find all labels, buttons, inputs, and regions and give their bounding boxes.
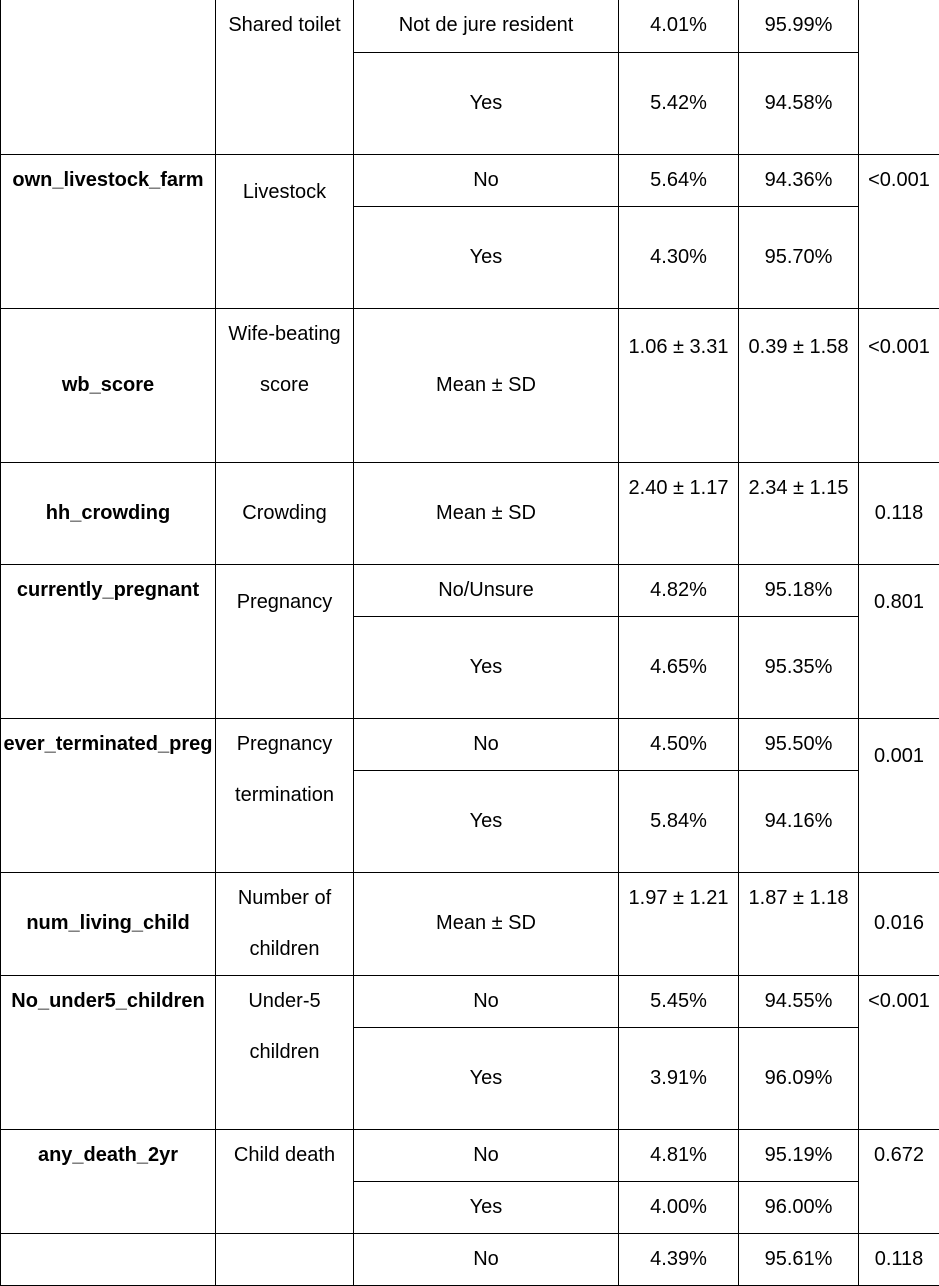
p-value-cell: 0.672	[859, 1129, 939, 1233]
p-value-cell: 0.016	[859, 872, 939, 975]
value-a-cell: 5.64%	[619, 154, 739, 206]
p-value-cell	[859, 0, 939, 154]
value-b-cell: 2.34 ± 1.15	[739, 462, 859, 564]
p-value-cell: <0.001	[859, 308, 939, 462]
variable-name	[1, 0, 216, 154]
variable-label: Pregnancy	[216, 564, 354, 718]
category-cell: No	[354, 1233, 619, 1285]
category-cell: Mean ± SD	[354, 308, 619, 462]
value-b-cell: 95.19%	[739, 1129, 859, 1181]
value-a-cell: 5.42%	[619, 52, 739, 154]
value-b-cell: 94.36%	[739, 154, 859, 206]
table-row	[1, 564, 939, 616]
variable-label	[216, 1233, 354, 1285]
table-row	[1, 0, 939, 52]
category-cell: Not de jure resident	[354, 0, 619, 52]
category-cell: Mean ± SD	[354, 872, 619, 975]
variable-name	[1, 1233, 216, 1285]
p-value-cell: 0.118	[859, 462, 939, 564]
value-b-cell: 95.50%	[739, 718, 859, 770]
value-b-cell: 95.18%	[739, 564, 859, 616]
variable-label: Child death	[216, 1129, 354, 1233]
value-a-cell: 5.84%	[619, 770, 739, 872]
value-b-cell: 1.87 ± 1.18	[739, 872, 859, 975]
value-a-cell: 4.00%	[619, 1181, 739, 1233]
variable-label: Livestock	[216, 154, 354, 308]
value-b-cell: 94.55%	[739, 975, 859, 1027]
table-row	[1, 718, 939, 770]
value-b-cell: 95.70%	[739, 206, 859, 308]
category-cell: Yes	[354, 206, 619, 308]
p-value-cell: 0.801	[859, 564, 939, 718]
category-cell: Mean ± SD	[354, 462, 619, 564]
variable-name: No_under5_children	[1, 975, 216, 1129]
value-a-cell: 4.82%	[619, 564, 739, 616]
variable-label: Wife-beating score	[216, 308, 354, 462]
table-row	[1, 1129, 939, 1181]
value-b-cell: 96.00%	[739, 1181, 859, 1233]
category-cell: No	[354, 1129, 619, 1181]
variable-label: Number of children	[216, 872, 354, 975]
value-b-cell: 95.99%	[739, 0, 859, 52]
value-a-cell: 1.97 ± 1.21	[619, 872, 739, 975]
p-value-cell: 0.118	[859, 1233, 939, 1285]
variable-name: num_living_child	[1, 872, 216, 975]
value-a-cell: 3.91%	[619, 1027, 739, 1129]
category-cell: Yes	[354, 770, 619, 872]
p-value-cell: 0.001	[859, 718, 939, 872]
value-a-cell: 4.81%	[619, 1129, 739, 1181]
category-cell: Yes	[354, 52, 619, 154]
category-cell: No/Unsure	[354, 564, 619, 616]
value-b-cell: 94.58%	[739, 52, 859, 154]
category-cell: No	[354, 718, 619, 770]
value-b-cell: 94.16%	[739, 770, 859, 872]
value-a-cell: 2.40 ± 1.17	[619, 462, 739, 564]
p-value-cell: <0.001	[859, 975, 939, 1129]
variable-name: ever_terminated_preg	[1, 718, 216, 872]
value-a-cell: 4.30%	[619, 206, 739, 308]
category-cell: Yes	[354, 616, 619, 718]
value-b-cell: 95.35%	[739, 616, 859, 718]
variable-label: Crowding	[216, 462, 354, 564]
category-cell: No	[354, 975, 619, 1027]
value-a-cell: 1.06 ± 3.31	[619, 308, 739, 462]
value-a-cell: 4.50%	[619, 718, 739, 770]
variable-name: any_death_2yr	[1, 1129, 216, 1233]
p-value-cell: <0.001	[859, 154, 939, 308]
value-b-cell: 96.09%	[739, 1027, 859, 1129]
value-a-cell: 5.45%	[619, 975, 739, 1027]
category-cell: Yes	[354, 1181, 619, 1233]
variable-label: Under-5 children	[216, 975, 354, 1129]
table-row	[1, 1233, 939, 1285]
table-row	[1, 308, 939, 462]
table-row	[1, 154, 939, 206]
variable-name: own_livestock_farm	[1, 154, 216, 308]
table-row	[1, 462, 939, 564]
variable-name: currently_pregnant	[1, 564, 216, 718]
value-b-cell: 95.61%	[739, 1233, 859, 1285]
value-a-cell: 4.65%	[619, 616, 739, 718]
category-cell: Yes	[354, 1027, 619, 1129]
variable-name: hh_crowding	[1, 462, 216, 564]
variable-name: wb_score	[1, 308, 216, 462]
variable-label: Pregnancy termination	[216, 718, 354, 872]
variable-label: Shared toilet	[216, 0, 354, 154]
category-cell: No	[354, 154, 619, 206]
value-a-cell: 4.39%	[619, 1233, 739, 1285]
value-b-cell: 0.39 ± 1.58	[739, 308, 859, 462]
table-row	[1, 872, 939, 975]
value-a-cell: 4.01%	[619, 0, 739, 52]
table-row	[1, 975, 939, 1027]
